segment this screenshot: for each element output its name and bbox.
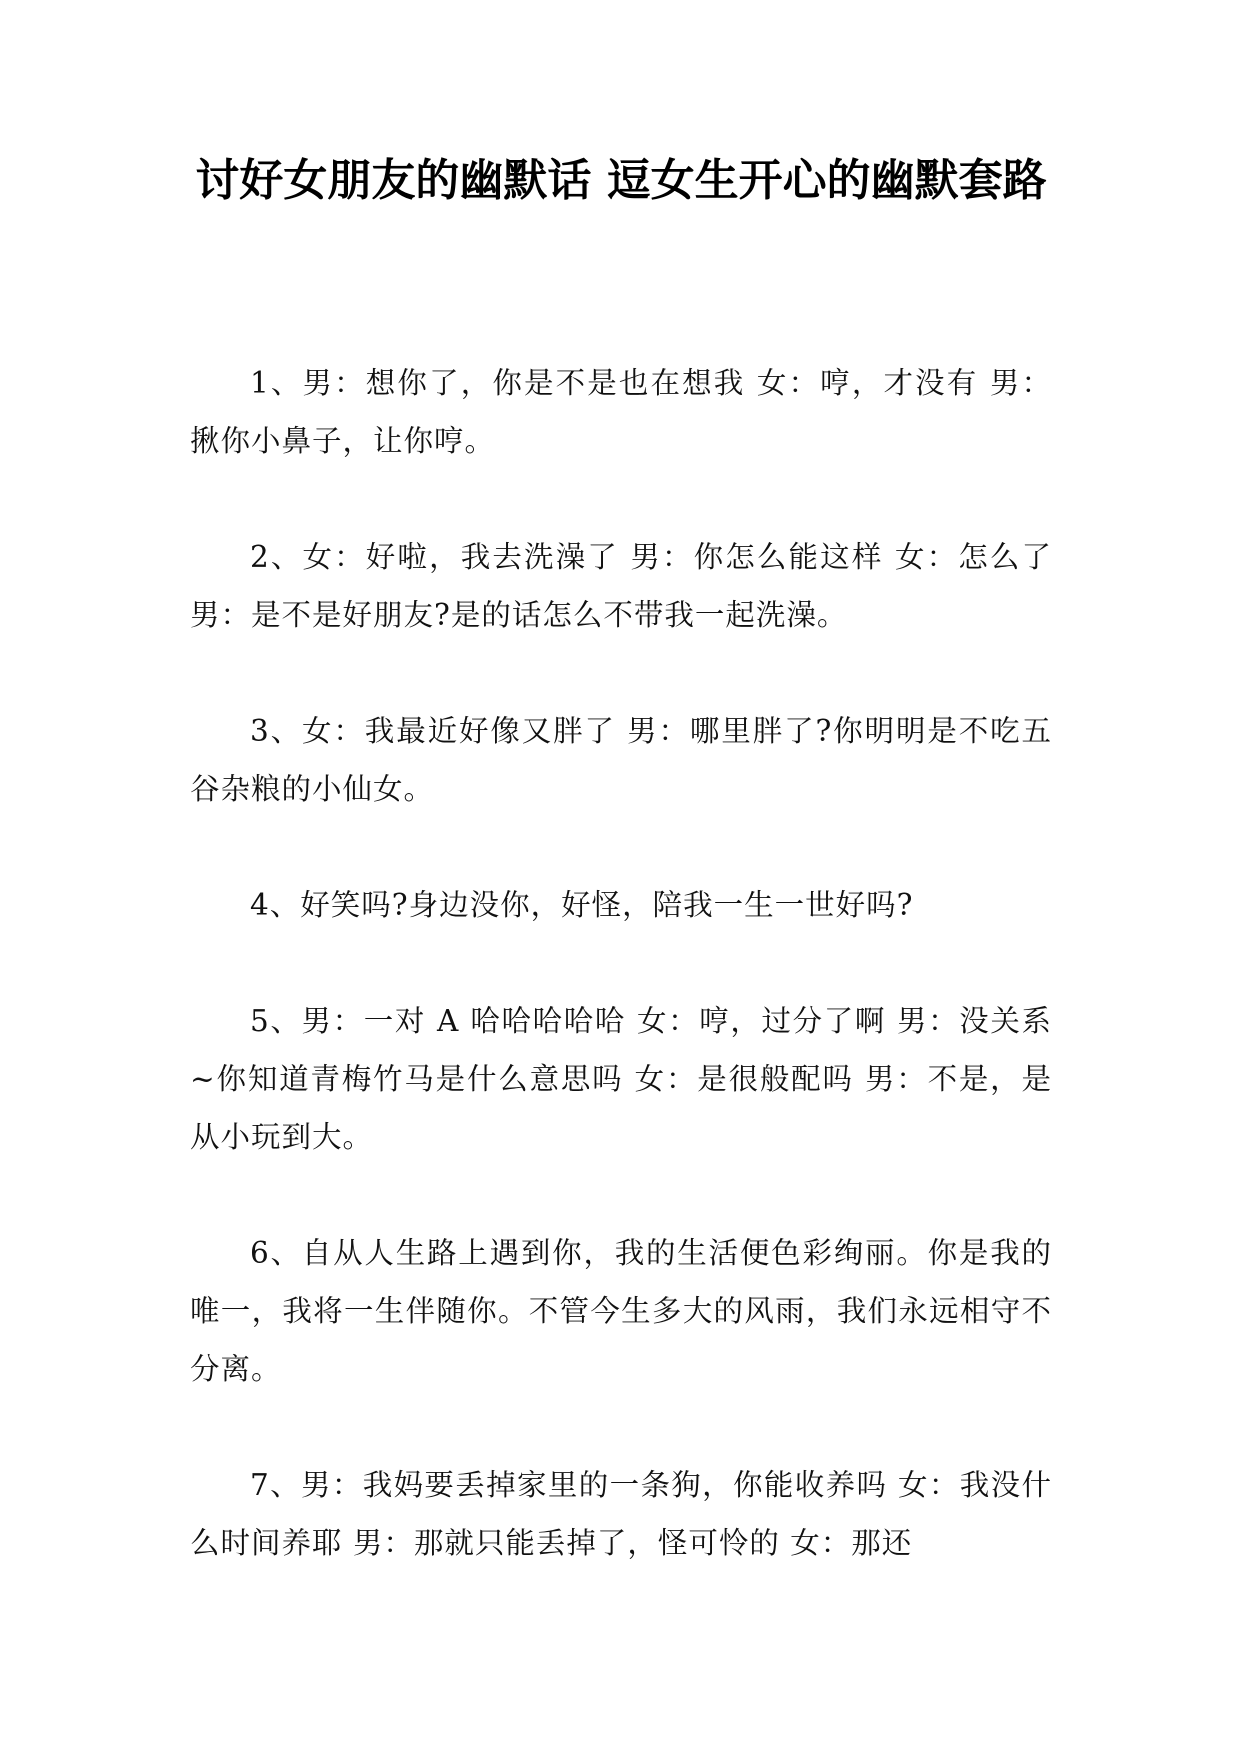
paragraph-5: 5、男：一对 A 哈哈哈哈哈 女：哼，过分了啊 男：没关系~你知道青梅竹马是什么意思吗 女：是很般配吗 男：不是，是从小玩到大。	[190, 1004, 1052, 1154]
document-body	[190, 354, 1063, 1630]
paragraph-7: 7、男：我妈要丢掉家里的一条狗，你能收养吗 女：我没什么时间养耶 男：那就只能丢掉了，怪可怜的 女：那还	[190, 1468, 1052, 1560]
paragraph-6: 6、自从人生路上遇到你，我的生活便色彩绚丽。你是我的唯一，我将一生伴随你。不管今生多大的风雨，我们永远相守不分离。	[190, 1236, 1052, 1386]
document-title: 讨好女朋友的幽默话 逗女生开心的幽默套路	[195, 155, 1047, 206]
paragraph-2: 2、女：好啦，我去洗澡了 男：你怎么能这样 女：怎么了 男：是不是好朋友?是的话怎么不带我一起洗澡。	[190, 540, 1063, 632]
paragraph-1: 1、男：想你了，你是不是也在想我 女：哼，才没有 男：揪你小鼻子，让你哼。	[190, 366, 1052, 458]
paragraph-4: 4、好笑吗?身边没你，好怪，陪我一生一世好吗?	[250, 888, 914, 922]
paragraph-3: 3、女：我最近好像又胖了 男：哪里胖了?你明明是不吃五谷杂粮的小仙女。	[190, 714, 1052, 806]
